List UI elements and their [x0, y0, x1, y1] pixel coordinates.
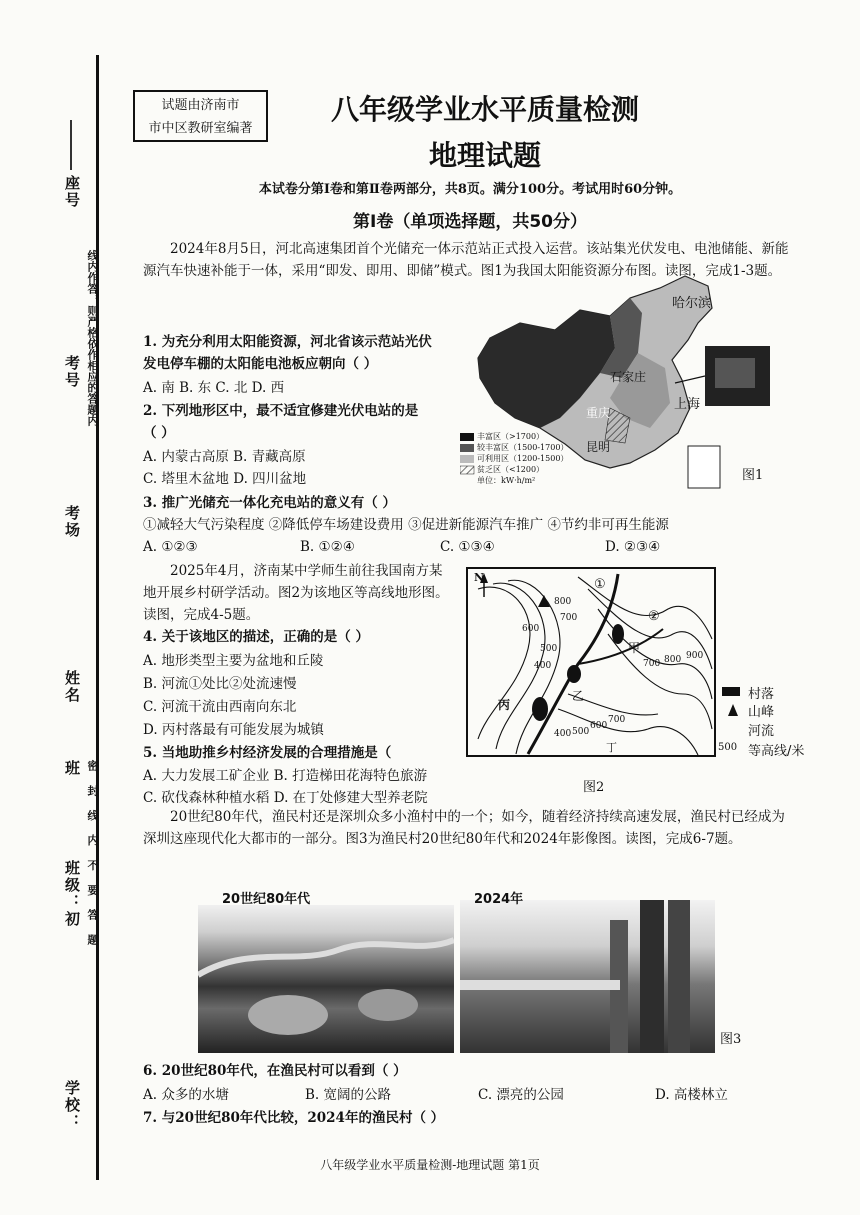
- photo-2024: [460, 900, 715, 1053]
- stamp-line2: 市中区教研室编著: [148, 121, 253, 136]
- figure-2-caption: 图2: [583, 780, 605, 795]
- legend-usable: 可利用区（1200-1500）: [477, 454, 569, 463]
- q4-option-d: D. 丙村落最有可能发展为城镇: [143, 722, 324, 738]
- photo-1980s: [198, 905, 454, 1053]
- photo-1980s-label: 20世纪80年代: [222, 892, 311, 907]
- binding-warning: 线内作答，则严格依作相应的答题内: [86, 250, 99, 426]
- passage-3: 20世纪80年代，渔民村还是深圳众多小渔村中的一个；如今，随着经济持续高速发展，渔民村已经成为深圳这座现代化大都市的一部分。图3为渔民村20世纪80年代和2024年影像图。读图，完成6-7题。: [143, 809, 785, 847]
- village-bing: [532, 697, 548, 721]
- figure-1-caption: 图1: [742, 468, 764, 483]
- editor-stamp: [133, 90, 268, 142]
- contour-500-left: 500: [540, 644, 558, 654]
- label-ding: 丁: [606, 741, 617, 754]
- q6-stem: 6. 20世纪80年代，在渔民村可以看到（ ）: [143, 1063, 407, 1079]
- city-shijiazhuang: 石家庄: [610, 370, 647, 384]
- passage-1: 2024年8月5日，河北高速集团首个光储充一体示范站正式投入运营。该站集光伏发电、电池储能、新能源汽车快速补能于一体，采用“即发、即用、即储”模式。图1为我国太阳能资源分布图。读图，完成1-3题。: [143, 241, 789, 279]
- q5-options-ab: A. 大力发展工矿企业 B. 打造梯田花海特色旅游: [143, 768, 428, 784]
- legend-rich: 丰富区（>1700）: [477, 432, 545, 441]
- name-label: 姓名: [63, 670, 81, 704]
- contour-800-right: 800: [664, 655, 682, 665]
- q7-stem: 7. 与20世纪80年代比较，2024年的渔民村（ ）: [143, 1110, 445, 1126]
- class-ban-label: 班: [63, 760, 81, 777]
- contour-900-right: 900: [686, 651, 704, 661]
- contour-400-bottom: 400: [554, 729, 572, 739]
- village-jia: [612, 624, 624, 644]
- city-harbin: 哈尔滨: [672, 296, 712, 311]
- q6-option-d: D. 高楼林立: [655, 1087, 728, 1103]
- q1-options: A. 南 B. 东 C. 北 D. 西: [143, 380, 285, 396]
- section-title: 第Ⅰ卷（单项选择题，共50分）: [353, 212, 587, 232]
- figure-3-caption: 图3: [720, 1032, 742, 1047]
- q2-stem-1: 2. 下列地形区中，最不适宜修建光伏电站的是: [143, 403, 419, 419]
- q2-options-cd: C. 塔里木盆地 D. 四川盆地: [143, 471, 307, 487]
- exam-note: 本试卷分第Ⅰ卷和第Ⅱ卷两部分，共8页。满分100分。考试用时60分钟。: [258, 182, 682, 197]
- contour-600-left: 600: [522, 624, 540, 634]
- binding-line: [96, 55, 99, 1180]
- legend-village-swatch: [722, 687, 740, 696]
- seal-line-text: 密 封 线 内 不 要 答 题: [86, 760, 99, 950]
- q3-items: ①减轻大气污染程度 ②降低停车场建设费用 ③促进新能源汽车推广 ④节约非可再生能源: [143, 517, 669, 533]
- legend-fairly-rich: 较丰富区（1500-1700）: [477, 443, 569, 452]
- city-chongqing: 重庆: [586, 406, 611, 420]
- legend-peak-icon: [728, 704, 738, 716]
- q6-option-b: B. 宽阔的公路: [305, 1087, 392, 1103]
- q3-stem: 3. 推广光储充一体化充电站的意义有（ ）: [143, 495, 396, 511]
- q4-stem: 4. 关于该地区的描述，正确的是（ ）: [143, 629, 369, 645]
- q5-options-cd: C. 砍伐森林种植水稻 D. 在丁处修建大型养老院: [143, 790, 428, 806]
- legend-unit: 单位：kW·h/m²: [477, 476, 536, 485]
- legend-poor: 贫乏区（<1200）: [477, 465, 545, 474]
- label-point-2: ②: [648, 609, 660, 624]
- room-label: 考场: [63, 505, 81, 539]
- q5-stem: 5. 当地助推乡村经济发展的合理措施是（: [143, 745, 392, 761]
- peak-marker: [538, 595, 550, 607]
- label-jia: 甲: [628, 641, 641, 655]
- village-yi: [567, 665, 581, 683]
- page-footer: 八年级学业水平质量检测-地理试题 第1页: [320, 1158, 540, 1172]
- label-yi: 乙: [572, 689, 585, 703]
- legend-peak: 山峰: [748, 705, 775, 720]
- exam-no-label: 考号: [63, 355, 81, 389]
- q4-option-a: A. 地形类型主要为盆地和丘陵: [143, 653, 324, 669]
- contour-700-right: 700: [643, 659, 661, 669]
- contour-500-bottom: 500: [572, 727, 590, 737]
- figure-1-solar-map: [460, 268, 770, 498]
- seat-blank: [70, 120, 72, 170]
- subject-title: 地理试题: [428, 139, 541, 172]
- legend-contour-value: 500: [718, 742, 738, 753]
- contour-700-left: 700: [560, 613, 578, 623]
- q2-stem-2: （ ）: [143, 425, 175, 441]
- q4-option-c: C. 河流干流由西南向东北: [143, 699, 297, 715]
- contour-600-bottom: 600: [590, 721, 608, 731]
- contour-700-bottom: 700: [608, 715, 626, 725]
- contour-400-left: 400: [534, 661, 552, 671]
- figure-2-contour-map: [466, 567, 716, 757]
- legend-village: 村落: [748, 687, 775, 702]
- q1-stem-1: 1. 为充分利用太阳能资源，河北省该示范站光伏: [143, 334, 432, 350]
- legend-river: 河流: [748, 724, 775, 739]
- city-kunming: 昆明: [586, 440, 611, 454]
- stamp-line1: 试题由济南市: [161, 98, 240, 113]
- city-shanghai: 上海: [674, 397, 701, 412]
- exam-title: 八年级学业水平质量检测: [330, 93, 639, 126]
- contour-800-left: 800: [554, 597, 572, 607]
- q6-option-c: C. 漂亮的公园: [478, 1087, 564, 1103]
- north-label: N: [474, 571, 485, 584]
- fig1-legend: [477, 431, 568, 486]
- label-bing: 丙: [498, 698, 511, 712]
- q3-option-a: A. ①②③: [143, 539, 198, 555]
- label-point-1: ①: [594, 577, 606, 592]
- school-label: 学校：: [63, 1080, 81, 1131]
- q3-option-b: B. ①②④: [300, 539, 355, 555]
- legend-contour: 等高线/米: [748, 744, 805, 759]
- photo-2024-label: 2024年: [474, 892, 524, 907]
- q6-option-a: A. 众多的水塘: [143, 1087, 229, 1103]
- q1-stem-2: 发电停车棚的太阳能电池板应朝向（ ）: [143, 356, 378, 372]
- seat-label: 座号: [63, 175, 81, 209]
- passage-2: 2025年4月，济南某中学师生前往我国南方某地开展乡村研学活动。图2为该地区等高线地形图。读图，完成4-5题。: [143, 563, 449, 623]
- q4-option-b: B. 河流①处比②处流速慢: [143, 676, 297, 692]
- q2-options-ab: A. 内蒙古高原 B. 青藏高原: [143, 449, 306, 465]
- q3-option-c: C. ①③④: [440, 539, 495, 555]
- q3-option-d: D. ②③④: [605, 539, 661, 555]
- class-grade-label: 班级：初: [63, 860, 81, 928]
